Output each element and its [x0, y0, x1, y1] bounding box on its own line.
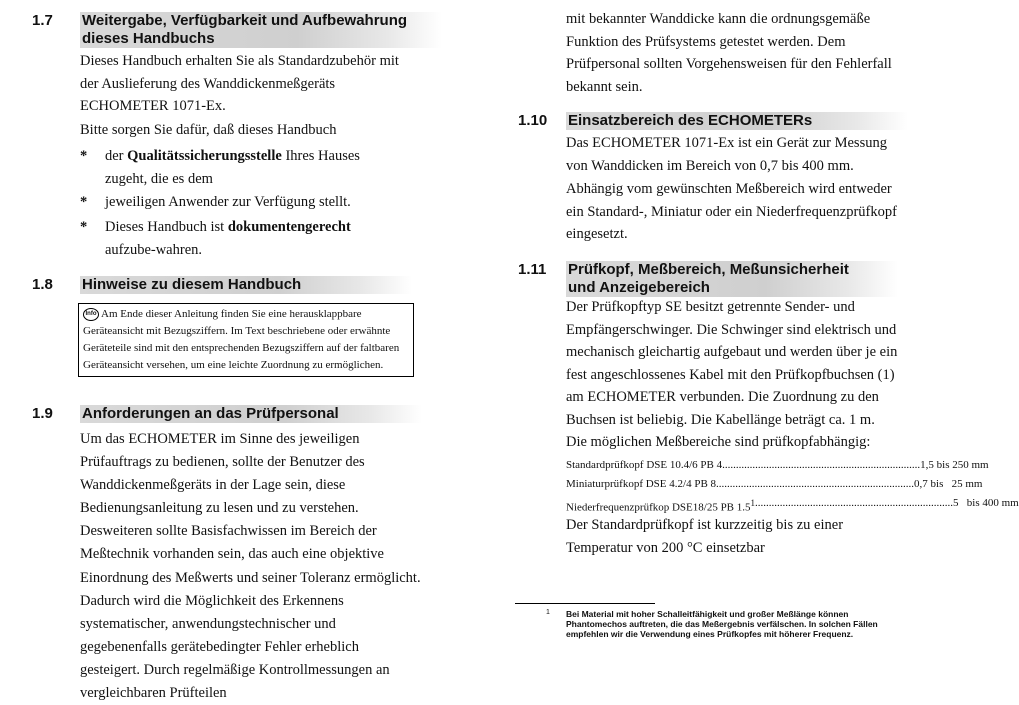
leader-dots: ........................................................................ [722, 459, 921, 471]
section-1-8-heading [32, 276, 412, 294]
leader-dots: ........................................................................ [755, 497, 954, 509]
bullet-item [80, 145, 420, 190]
probe-name: Niederfrequenzprüfkop DSE18/25 PB $1.5^1$ [566, 498, 756, 514]
footnote-divider [515, 603, 655, 604]
info-note-text: Am Ende dieser Anleitung finden Sie eine herausklappbare Geräteansicht mit Bezugsziffern. Im Text beschriebene oder erwähnte Geräteteile sind mit den entsprechenden Bezugsziffern auf der faltbaren Geräteansicht versehen, um eine leichte Zuordnung zu ermöglichen. [83, 308, 400, 371]
section-1-9-heading [32, 405, 422, 423]
paragraph: mit bekannter Wanddicke kann die ordnungsgemäße Funktion des Prüfsystems getestet werden. Dem Prüfpersonal sollten Vorgehensweisen für den Fehlerfall bekannt sein. [566, 11, 892, 95]
section-title: Prüfkopf, Meßbereich, Meßunsicherheit und Anzeigebereich [566, 261, 898, 297]
range-row [566, 455, 989, 475]
leader-dots: ........................................................................ [716, 478, 915, 490]
section-1-7-heading [32, 12, 442, 48]
section-title: Anforderungen an das Prüfpersonal [80, 405, 422, 423]
footnote-ref[interactable]: 1 [750, 498, 756, 508]
info-note-box [78, 303, 414, 377]
section-1-11-heading [518, 261, 898, 297]
bullet-text: jeweiligen Anwender zur Verfügung stellt. [105, 194, 351, 210]
paragraph: Dieses Handbuch erhalten Sie als Standardzubehör mit der Auslieferung des Wanddickenmeßgeräts ECHOMETER 1071-Ex. [80, 53, 399, 114]
probe-name: Standardprüfkopf DSE 10.4/6 PB 4 [566, 459, 723, 471]
bullet-text: der Qualitätssicherungsstelle Ihres Hauses zugeht, die es dem [105, 148, 360, 187]
section-number: 1.11 [518, 261, 547, 278]
paragraph: Das ECHOMETER 1071-Ex ist ein Gerät zur Messung von Wanddicken im Bereich von 0,7 bis 400 mm. [566, 135, 887, 174]
bullet-text: Dieses Handbuch ist dokumentengerecht aufzube-wahren. [105, 219, 351, 258]
bullet-marker: * [80, 148, 88, 164]
bullet-item [80, 216, 420, 261]
bullet-marker: * [80, 219, 88, 235]
paragraph: Der Prüfkopftyp SE besitzt getrennte Sender- und Empfängerschwinger. Die Schwinger sind elektrisch und mechanisch gleichartig aufgebaut und werden über je ein fest angeschlossenes Kabel mit den Prüfkopfbuchsen (1) am ECHOMETER verbunden. Die Zuordnung zu den Buchsen ist beliebig. Die Kabellänge beträgt ca. 1 m. [566, 299, 898, 428]
section-number: 1.8 [32, 276, 53, 293]
paragraph: Um das ECHOMETER im Sinne des jeweiligen Prüfauftrags zu bedienen, sollte der Benutzer des Wanddickenmeßgeräts in der Lage sein, diese Bedienungsanleitung zu lesen und zu verstehen. Desweiteren sollte Basisfachwissen im Bereich der Meßtechnik vorhanden sein, das auch eine objektive Einordnung des Meßwerts und seiner Toleranz ermöglicht. Dadurch wird die Möglichkeit des Erkennens systematischer, anwendungstechnischer und gegebenenfalls gerätebedingter Fehler erheblich gesteigert. Durch regelmäßige Kontrollmessungen an vergleichbaren Prüfteilen [80, 431, 421, 702]
bullet-item [80, 191, 420, 214]
section-number: 1.7 [32, 12, 53, 29]
paragraph: Die möglichen Meßbereiche sind prüfkopfabhängig: [566, 434, 871, 450]
section-title: Hinweise zu diesem Handbuch [80, 276, 412, 294]
paragraph: Bitte sorgen Sie dafür, daß dieses Handbuch [80, 122, 337, 138]
section-number: 1.10 [518, 112, 548, 129]
bullet-marker: * [80, 194, 88, 210]
section-1-10-heading [518, 112, 908, 130]
info-icon: Info [83, 308, 99, 321]
probe-name: Miniaturprüfkopf DSE 4.2/4 PB 8 [566, 478, 717, 490]
paragraph: Der Standardprüfkopf ist kurzzeitig bis zu einer Temperatur von 200 °C einsetzbar [566, 517, 844, 556]
footnote-text: Bei Material mit hoher Schalleitfähigkeit und großer Meßlänge können Phantomechos auftreten, die das Meßergebnis verfälschen. In solchen Fällen empfehlen wir die Verwendung eines Prüfkopfes mit höherer Frequenz. [566, 609, 878, 639]
section-number: 1.9 [32, 405, 53, 422]
probe-range: 0,7 bis 25 mm [914, 478, 983, 490]
probe-range: 1,5 bis 250 mm [920, 459, 989, 471]
section-title: Einsatzbereich des ECHOMETERs [566, 112, 908, 130]
probe-range: 5 bis 400 mm [953, 497, 1019, 509]
footnote-number: 1 [546, 609, 550, 616]
paragraph: Abhängig vom gewünschten Meßbereich wird entweder ein Standard-, Miniatur oder ein Niederfrequenzprüfkopf eingesetzt. [566, 181, 897, 242]
section-title: Weitergabe, Verfügbarkeit und Aufbewahrung dieses Handbuchs [80, 12, 442, 48]
range-row [566, 474, 983, 494]
